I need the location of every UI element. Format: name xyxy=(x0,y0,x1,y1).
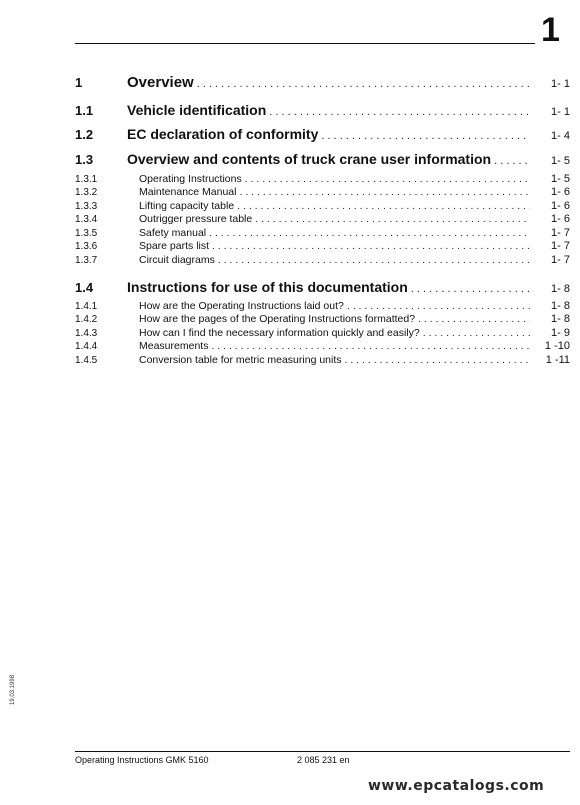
toc-leader-dots xyxy=(269,106,530,118)
toc-page-number: 1- 6 xyxy=(551,186,570,198)
toc-leader-dots xyxy=(418,313,530,325)
toc-leader-dots xyxy=(197,78,530,90)
toc-subsection-row xyxy=(75,340,570,352)
toc-title: Operating Instructions xyxy=(139,173,242,185)
toc-number: 1.3.5 xyxy=(75,228,98,239)
toc-number: 1.4.5 xyxy=(75,355,98,366)
toc-leader-dots xyxy=(494,155,530,167)
toc-leader-dots xyxy=(212,240,530,252)
toc-subsection-row xyxy=(75,327,570,339)
toc-page-number: 1- 7 xyxy=(551,227,570,239)
toc-leader-dots xyxy=(237,200,530,212)
toc-title: Safety manual xyxy=(139,227,207,239)
toc-page-number: 1- 5 xyxy=(551,173,570,185)
toc-number: 1.3.3 xyxy=(75,201,98,212)
toc-title: Overview and contents of truck crane user information xyxy=(127,151,492,167)
chapter-number: 1 xyxy=(541,11,560,49)
toc-number: 1.3.2 xyxy=(75,187,98,198)
footer-title: Operating Instructions GMK 5160 xyxy=(75,755,209,765)
toc-number: 1.3.1 xyxy=(75,174,98,185)
toc-number: 1.3.6 xyxy=(75,241,98,252)
toc-leader-dots xyxy=(347,300,530,312)
toc-number: 1.3 xyxy=(75,152,94,167)
footer-rule xyxy=(75,751,570,752)
toc-subsection-row xyxy=(75,240,570,252)
toc-subsection-row xyxy=(75,186,570,198)
toc-page-number: 1- 8 xyxy=(551,313,570,325)
toc-title: Instructions for use of this documentation xyxy=(127,279,408,295)
toc-page-number: 1- 6 xyxy=(551,200,570,212)
toc-page-number: 1- 4 xyxy=(551,130,570,142)
toc-title: Vehicle identification xyxy=(127,102,267,118)
toc-page-number: 1- 1 xyxy=(551,106,570,118)
toc-title: Spare parts list xyxy=(139,240,210,252)
toc-title: EC declaration of conformity xyxy=(127,126,319,142)
toc-section-row xyxy=(75,151,570,167)
toc-subsection-row xyxy=(75,213,570,225)
toc-subsection-row xyxy=(75,173,570,185)
toc-section-row xyxy=(75,74,570,91)
toc-leader-dots xyxy=(345,354,530,366)
toc-leader-dots xyxy=(211,340,530,352)
toc-section-row xyxy=(75,102,570,118)
toc-page-number: 1- 1 xyxy=(551,78,570,90)
toc-page-number: 1- 8 xyxy=(551,300,570,312)
toc-number: 1.3.7 xyxy=(75,255,98,266)
toc-section-row xyxy=(75,279,570,295)
toc-leader-dots xyxy=(411,283,530,295)
toc-subsection-row xyxy=(75,200,570,212)
toc-leader-dots xyxy=(209,227,530,239)
toc-page-number: 1- 6 xyxy=(551,213,570,225)
toc-title: Overview xyxy=(127,74,194,91)
toc-number: 1.3.4 xyxy=(75,214,98,225)
toc-number: 1.2 xyxy=(75,127,94,142)
toc-subsection-row xyxy=(75,254,570,266)
toc-section-row xyxy=(75,126,570,142)
toc-number: 1.4.1 xyxy=(75,301,98,312)
toc-title: Measurements xyxy=(139,340,209,352)
toc-number: 1.1 xyxy=(75,103,94,118)
toc-number: 1.4.4 xyxy=(75,341,98,352)
toc-page-number: 1- 7 xyxy=(551,240,570,252)
footer-doc-number: 2 085 231 en xyxy=(297,755,350,765)
watermark: www.epcatalogs.com xyxy=(368,778,545,794)
toc-title: How can I find the necessary information quickly and easily? xyxy=(139,327,420,339)
toc-title: How are the pages of the Operating Instructions formatted? xyxy=(139,313,416,325)
toc-number: 1.4.3 xyxy=(75,328,98,339)
toc-number: 1 xyxy=(75,75,83,90)
toc-leader-dots xyxy=(245,173,530,185)
margin-date: 19.03.1998 xyxy=(10,674,16,705)
toc-title: How are the Operating Instructions laid out? xyxy=(139,300,344,312)
toc-title: Lifting capacity table xyxy=(139,200,235,212)
toc-page-number: 1 -11 xyxy=(545,354,570,366)
toc-subsection-row xyxy=(75,300,570,312)
toc-page-number: 1- 5 xyxy=(551,155,570,167)
toc-subsection-row xyxy=(75,354,570,366)
toc-title: Maintenance Manual xyxy=(139,186,237,198)
toc-title: Conversion table for metric measuring units xyxy=(139,354,342,366)
toc-page-number: 1- 7 xyxy=(551,254,570,266)
toc-leader-dots xyxy=(218,254,530,266)
toc-leader-dots xyxy=(255,213,530,225)
toc-page-number: 1- 9 xyxy=(551,327,570,339)
toc-number: 1.4 xyxy=(75,280,94,295)
toc-title: Circuit diagrams xyxy=(139,254,215,266)
toc-subsection-row xyxy=(75,227,570,239)
toc-leader-dots xyxy=(239,186,530,198)
toc-leader-dots xyxy=(423,327,530,339)
toc-page-number: 1- 8 xyxy=(551,283,570,295)
toc-leader-dots xyxy=(321,130,530,142)
toc-title: Outrigger pressure table xyxy=(139,213,253,225)
toc-page-number: 1 -10 xyxy=(544,340,570,352)
toc-subsection-row xyxy=(75,313,570,325)
toc-number: 1.4.2 xyxy=(75,314,98,325)
